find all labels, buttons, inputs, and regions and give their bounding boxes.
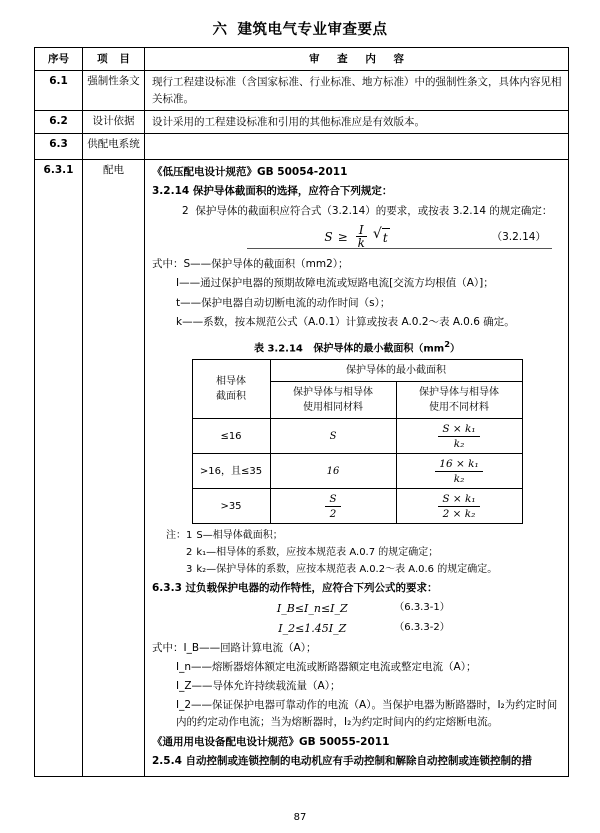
same-material-line2: 使用相同材料 — [303, 401, 363, 413]
formula-3-2-14 — [152, 224, 562, 250]
formula-expression: I_B≤I_n≤I_Z — [276, 601, 348, 615]
where-label: 式中： — [152, 641, 184, 654]
inner-header-same-material — [270, 381, 396, 418]
inner-table-caption — [152, 338, 562, 357]
def-dash: —— — [182, 315, 204, 328]
def-symbol: k — [176, 315, 183, 328]
note-text: k₂—保护导体的系数，应按本规范表 A.0.2～表 A.0.6 的规定确定。 — [196, 564, 498, 576]
row-seq-6-2: 6.2 — [35, 110, 83, 133]
fraction-denominator: k — [357, 236, 365, 251]
def-dash: —— — [190, 258, 212, 271]
note-text: S—相导体截面积； — [196, 530, 283, 542]
cell-same-2: 16 — [270, 454, 396, 489]
definition-I2 — [176, 697, 562, 730]
row-item-6-3-1: 配电 — [83, 160, 145, 776]
definition-k — [176, 314, 562, 330]
clause-3-2-14: 3.2.14 保护导体截面积的选择，应符合下列规定： — [152, 185, 393, 198]
def-dash: —— — [191, 660, 213, 673]
def-text: 通过保护电器的预期故障电流或短路电流[交流方均根值（A）]； — [200, 277, 494, 290]
fraction — [435, 458, 482, 485]
def-text: 回路计算电流（A）； — [220, 641, 317, 654]
cell-diff-3 — [396, 489, 522, 524]
standard-title-gb50054: 《低压配电设计规范》GB 50054-2011 — [152, 166, 348, 179]
fraction-denominator: k₂ — [453, 438, 465, 450]
radicand: t — [382, 228, 390, 248]
table-row — [35, 71, 569, 111]
caption-text: 保护导体的最小截面积（mm — [313, 343, 445, 355]
row-content-6-3-1 — [145, 160, 569, 776]
note-number: 2 — [186, 547, 193, 559]
fraction-denominator: 2 × k₂ — [442, 508, 476, 521]
def-dash: —— — [191, 699, 213, 712]
row-content-6-2: 设计采用的工程建设标准和引用的其他标准应是有效版本。 — [145, 110, 569, 133]
header-content: 审 查 内 容 — [145, 48, 569, 71]
def-symbol: I_n — [176, 660, 192, 673]
fraction-numerator: S × k₁ — [438, 423, 479, 437]
fraction — [438, 493, 479, 520]
square-root — [373, 227, 390, 248]
row-seq-6-3: 6.3 — [35, 134, 83, 160]
where-label: 式中： — [152, 258, 184, 271]
table-row — [35, 160, 569, 776]
row-seq-6-1: 6.1 — [35, 71, 83, 111]
table-header-row — [35, 48, 569, 71]
standard-title-gb50055: 《通用用电设备配电设计规范》GB 50055-2011 — [152, 736, 390, 748]
formula-6-3-3-1 — [152, 600, 562, 617]
def-text: 系数，按本规范公式（A.0.1）计算或按表 A.0.2～表 A.0.6 确定。 — [203, 315, 515, 328]
row-content-6-3 — [145, 134, 569, 160]
header-seq: 序号 — [35, 48, 83, 71]
page-title-number: 六 — [212, 22, 228, 38]
note-row-2 — [186, 545, 562, 561]
row-content-6-1: 现行工程建设标准（含国家标准、行业标准、地方标准）中的强制性条文，具体内容见相关标准。 — [145, 71, 569, 111]
fraction-numerator: 16 × k₁ — [435, 458, 482, 472]
formula-relation: ≥ — [337, 229, 348, 244]
formula-fraction — [355, 224, 368, 250]
fraction — [438, 423, 479, 450]
def-text: 保护导体的截面积（mm2）； — [211, 258, 349, 271]
caption-suffix: ） — [450, 343, 460, 355]
inner-table-notes — [166, 528, 562, 578]
row-item-6-2: 设计依据 — [83, 110, 145, 133]
row-seq-6-3-1: 6.3.1 — [35, 160, 83, 776]
note-number: 3 — [186, 564, 193, 576]
formula-lhs: S — [324, 229, 333, 244]
caption-prefix: 表 3.2.14 — [253, 343, 303, 355]
inner-table-row — [192, 418, 522, 453]
phase-label-line2: 截面积 — [216, 390, 246, 402]
review-points-table — [34, 47, 569, 777]
header-item: 项 目 — [83, 48, 145, 71]
formula-number: （6.3.3-1） — [394, 602, 450, 614]
def-symbol: I_B — [183, 641, 200, 654]
def-text: 导体允许持续载流量（A）； — [212, 680, 341, 693]
cell-phase-3: >35 — [192, 489, 270, 524]
definition-I — [176, 275, 562, 291]
page-title — [0, 18, 600, 39]
radical-icon: √ — [372, 225, 382, 242]
fraction — [325, 493, 340, 520]
where-clause-2 — [152, 640, 562, 656]
cell-same-1: S — [270, 418, 396, 453]
clause-3-2-14-item-2 — [182, 203, 562, 219]
caption-superscript: 2 — [444, 339, 450, 350]
row-item-6-3: 供配电系统 — [83, 134, 145, 160]
note-text: k₁—相导体的系数，应按本规范表 A.0.7 的规定确定； — [196, 547, 439, 559]
page-title-text: 建筑电气专业审查要点 — [237, 22, 388, 38]
inner-table-row — [192, 454, 522, 489]
clause-6-3-3: 6.3.3 过负载保护电器的动作特性，应符合下列公式的要求： — [152, 582, 438, 595]
def-dash: —— — [180, 296, 202, 309]
definition-t — [176, 295, 562, 311]
fraction-denominator: 2 — [329, 508, 337, 521]
document-page — [0, 18, 600, 833]
where-clause-1 — [152, 256, 562, 272]
def-symbol: I — [176, 277, 180, 290]
formula-number: （6.3.3-2） — [394, 622, 450, 634]
inner-header-phase — [192, 359, 270, 418]
formula-underline — [247, 248, 552, 249]
table-row — [35, 134, 569, 160]
def-symbol: I_Z — [176, 680, 192, 693]
notes-label: 注： — [166, 530, 186, 542]
note-row-3 — [186, 562, 562, 578]
cell-diff-1 — [396, 418, 522, 453]
fraction-numerator: S × k₁ — [438, 493, 479, 507]
inner-header-diff-material — [396, 381, 522, 418]
page-number: 87 — [293, 812, 307, 823]
cell-same-3 — [270, 489, 396, 524]
cell-phase-1: ≤16 — [192, 418, 270, 453]
def-dash: —— — [191, 680, 213, 693]
fraction-numerator: S — [325, 493, 340, 507]
diff-material-line1: 保护导体与相导体 — [419, 386, 499, 398]
def-symbol: I_2 — [176, 699, 192, 712]
fraction-denominator: k₂ — [453, 473, 465, 486]
cell-diff-2 — [396, 454, 522, 489]
def-text: 保证保护电器可靠动作的电流（A）。当保护电器为断路器时，I₂为约定时间内的约定动作电流；当为熔断器时，I₂为约定时间内的约定熔断电流。 — [176, 699, 558, 728]
row-item-6-1: 强制性条文 — [83, 71, 145, 111]
inner-header-row-1 — [192, 359, 522, 381]
table-row — [35, 110, 569, 133]
formula-expression: I_2≤1.45I_Z — [278, 621, 347, 635]
note-number: 1 — [186, 530, 193, 542]
definition-Iz — [176, 678, 562, 694]
inner-header-group: 保护导体的最小截面积 — [270, 359, 522, 381]
def-text: 熔断器熔体额定电流或断路器额定电流或整定电流（A）； — [212, 660, 477, 673]
definition-In — [176, 659, 562, 675]
def-symbol: t — [176, 296, 181, 309]
formula-number: （3.2.14） — [491, 230, 546, 243]
def-dash: —— — [199, 641, 221, 654]
note-row-1 — [166, 528, 562, 544]
inner-table-row — [192, 489, 522, 524]
item-text: 保护导体的截面积应符合式（3.2.14）的要求，或按表 3.2.14 的规定确定： — [195, 204, 553, 217]
item-number: 2 — [182, 204, 189, 217]
cell-phase-2: >16，且≤35 — [192, 454, 270, 489]
formula-expression — [324, 224, 389, 250]
same-material-line1: 保护导体与相导体 — [293, 386, 373, 398]
def-symbol: S — [183, 258, 191, 271]
def-text: 保护电器自动切断电流的动作时间（s）； — [201, 296, 391, 309]
phase-label-line1: 相导体 — [216, 375, 246, 387]
fraction-numerator: I — [356, 224, 367, 238]
formula-6-3-3-2 — [152, 620, 562, 637]
diff-material-line2: 使用不同材料 — [429, 401, 489, 413]
clause-2-5-4: 2.5.4 自动控制或连锁控制的电动机应有手动控制和解除自动控制或连锁控制的措 — [152, 755, 533, 768]
minimum-cross-section-table — [192, 359, 523, 524]
def-dash: —— — [179, 277, 201, 290]
